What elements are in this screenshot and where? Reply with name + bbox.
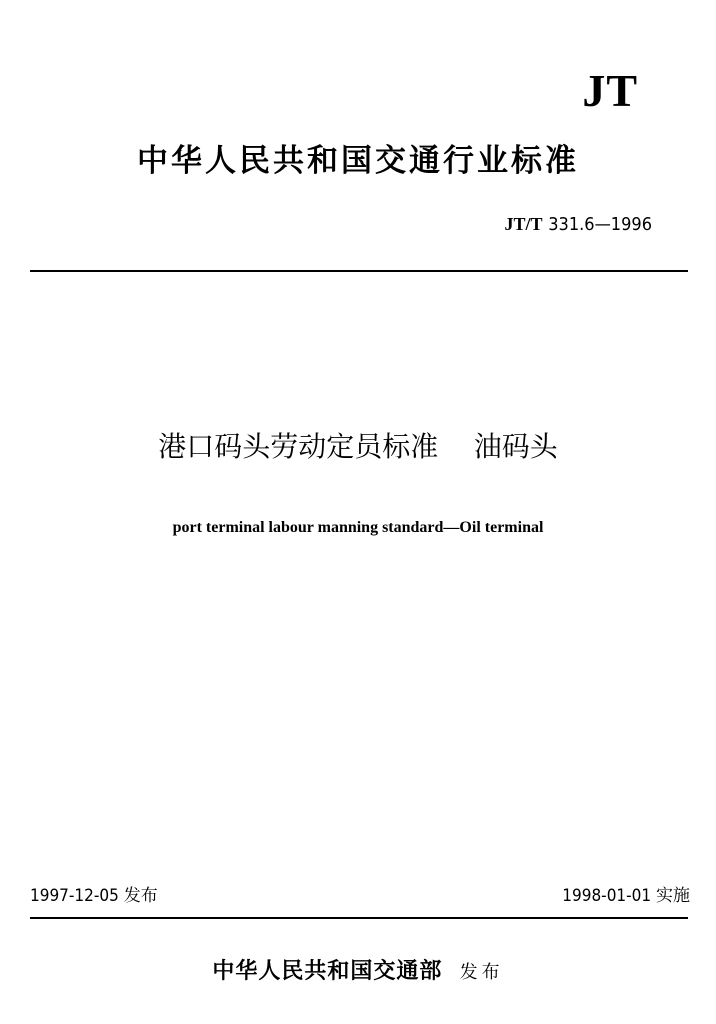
industry-standard-title: 中华人民共和国交通行业标准 xyxy=(137,143,579,179)
publish-action: 发布 xyxy=(459,962,504,983)
standard-number-value: 331.6—1996 xyxy=(548,214,652,235)
publisher-line xyxy=(0,960,716,982)
standard-number xyxy=(505,215,653,234)
document-title-chinese: 港口码头劳动定员标准 油码头 xyxy=(158,430,558,463)
issue-date: 1997-12-05 发布 xyxy=(30,886,158,906)
standard-code-mark: JT xyxy=(582,65,638,116)
publisher-name: 中华人民共和国交通部 xyxy=(212,958,443,984)
standard-number-prefix: JT/T xyxy=(504,214,543,234)
bottom-divider xyxy=(30,917,688,919)
implementation-date: 1998-01-01 实施 xyxy=(562,886,690,906)
top-divider xyxy=(30,270,688,272)
document-title-english: port terminal labour manning standard—Oil terminal xyxy=(172,519,544,536)
